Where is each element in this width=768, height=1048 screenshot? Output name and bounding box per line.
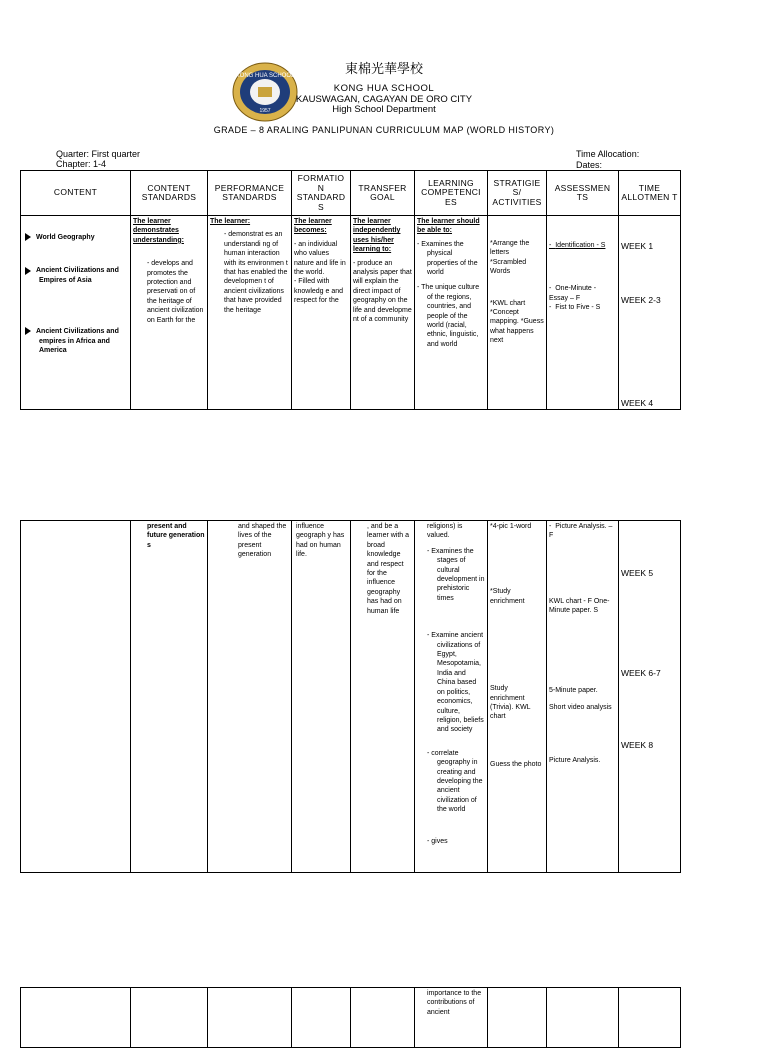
document-title: GRADE – 8 ARALING PANLIPUNAN CURRICULUM MAP (WORLD HISTORY) bbox=[213, 125, 555, 135]
col-content: CONTENT bbox=[21, 171, 131, 216]
week-label: WEEK 4 bbox=[621, 398, 654, 408]
competency-item: religions) is valued. bbox=[427, 523, 463, 540]
formation-standards-cell: influence geograph y has had on human life. bbox=[292, 521, 351, 873]
week-label: WEEK 1 bbox=[621, 241, 654, 251]
assessment-item: - Fist to Five - S bbox=[549, 304, 601, 312]
performance-head: The learner: bbox=[210, 218, 251, 225]
curriculum-table-page1 bbox=[20, 170, 681, 410]
transfer-body: - produce an analysis paper that will explain the direct impact of geography on the life and developme nt of a community bbox=[353, 259, 412, 324]
content-item: Ancient Civilizations and empires in Africa and America bbox=[25, 327, 128, 355]
quarter-label: Quarter: First quarter bbox=[56, 149, 141, 159]
content-standards-cell bbox=[131, 988, 208, 1048]
assessment-item: Picture Analysis. bbox=[549, 757, 601, 765]
col-transfer-goal: TRANSFER GOAL bbox=[351, 171, 415, 216]
col-performance-standards: PERFORMANCE STANDARDS bbox=[208, 171, 292, 216]
competency-item: - Examine ancient civilizations of Egypt, Mesopotamia, India and China based on politics, economics, culture, religion, beliefs and society bbox=[427, 632, 484, 734]
formation-standards-cell bbox=[292, 988, 351, 1048]
strategies-cell bbox=[488, 988, 547, 1048]
week-label: WEEK 5 bbox=[621, 568, 654, 578]
content-item: Ancient Civilizations and Empires of Asia bbox=[25, 266, 128, 285]
strategy-item: *4-pic 1-word bbox=[490, 523, 532, 530]
chinese-school-name: 東棉光華學校 bbox=[344, 62, 423, 77]
time-allotment-cell bbox=[619, 216, 681, 410]
strategies-cell bbox=[488, 521, 547, 873]
competencies-head: The learner should be able to: bbox=[417, 218, 480, 235]
content-item: World Geography bbox=[25, 233, 128, 242]
strategies-cell bbox=[488, 216, 547, 410]
learning-competencies-cell: importance to the contributions of ancient bbox=[415, 988, 488, 1048]
assessments-cell bbox=[547, 521, 619, 873]
formation-item: - an individual who values nature and life in the world. bbox=[294, 240, 346, 277]
learning-competencies-cell bbox=[415, 521, 488, 873]
assessment-item: Short video analysis bbox=[549, 704, 612, 712]
arrow-bullet-icon bbox=[25, 267, 31, 275]
performance-body: - demonstrat es an understandi ng of human interaction with its environmen t that has enabled the developmen t of ancient civilizations that have provided the heritage bbox=[224, 231, 288, 314]
curriculum-table-page2 bbox=[20, 520, 681, 873]
content-standards-cell: present and future generation s bbox=[131, 521, 208, 873]
col-learning-competencies: LEARNING COMPETENCI ES bbox=[415, 171, 488, 216]
performance-standards-cell bbox=[208, 216, 292, 410]
content-standards-cell bbox=[131, 216, 208, 410]
table-row bbox=[21, 216, 681, 410]
assessments-cell bbox=[547, 216, 619, 410]
dates-label: Dates: bbox=[576, 160, 603, 170]
col-time-allotment: TIME ALLOTMEN T bbox=[619, 171, 681, 216]
week-label: WEEK 2-3 bbox=[621, 295, 661, 305]
school-address: KAUSWAGAN, CAGAYAN DE ORO CITY bbox=[295, 94, 473, 105]
logo-year: 1957 bbox=[259, 108, 271, 114]
formation-standards-cell bbox=[292, 216, 351, 410]
time-allotment-cell bbox=[619, 521, 681, 873]
performance-standards-cell: and shaped the lives of the present generation bbox=[208, 521, 292, 873]
strategy-item: *Study enrichment bbox=[490, 588, 525, 605]
assessment-item: - Picture Analysis. – F bbox=[549, 523, 613, 540]
competency-item: - gives bbox=[427, 837, 448, 845]
competency-item: - The unique culture of the regions, countries, and people of the world (racial, ethnic, linguistic, and world bbox=[417, 284, 480, 348]
formation-item: - Filled with knowledg e and respect for the bbox=[294, 278, 344, 305]
learning-competencies-cell bbox=[415, 216, 488, 410]
transfer-goal-cell: , and be a learner with a broad knowledge and respect for the influence geography has had on human life bbox=[351, 521, 415, 873]
formation-head: The learner becomes: bbox=[294, 218, 332, 235]
week-label: WEEK 8 bbox=[621, 740, 654, 750]
week-label: WEEK 6-7 bbox=[621, 668, 661, 678]
content-standards-body: - develops and promotes the protection and preservati on of the heritage of ancient civilization on Earth for the bbox=[147, 260, 204, 324]
arrow-bullet-icon bbox=[25, 327, 31, 335]
chapter-label: Chapter: 1-4 bbox=[56, 159, 107, 169]
time-allotment-cell bbox=[619, 988, 681, 1048]
content-cell bbox=[21, 216, 131, 410]
table-row bbox=[21, 988, 681, 1048]
department: High School Department bbox=[332, 104, 436, 115]
logo-text: KONG HUA SCHOOL bbox=[235, 73, 295, 79]
school-name: KONG HUA SCHOOL bbox=[333, 83, 435, 94]
performance-standards-cell bbox=[208, 988, 292, 1048]
time-allocation-label: Time Allocation: bbox=[576, 149, 640, 159]
competency-item: - correlate geography in creating and developing the ancient civilization of the world bbox=[427, 749, 483, 814]
strategy-item: *KWL chart *Concept mapping. *Guess what happens next bbox=[490, 299, 544, 345]
strategy-item: Study enrichment (Trivia). KWL chart bbox=[490, 685, 531, 721]
transfer-goal-cell bbox=[351, 988, 415, 1048]
arrow-bullet-icon bbox=[25, 233, 31, 241]
competency-item: - Examines the physical properties of the world bbox=[417, 240, 478, 277]
header-row bbox=[21, 171, 681, 216]
col-content-standards: CONTENT STANDARDS bbox=[131, 171, 208, 216]
strategy-item: *Arrange the letters *Scrambled Words bbox=[490, 240, 530, 276]
table-row bbox=[21, 521, 681, 873]
transfer-goal-cell bbox=[351, 216, 415, 410]
content-cell bbox=[21, 521, 131, 873]
assessment-item: KWL chart - F One-Minute paper. S bbox=[549, 597, 610, 615]
transfer-head: The learner independently uses his/her learning to: bbox=[353, 218, 401, 254]
col-strategies: STRATIGIE S/ ACTIVITIES bbox=[488, 171, 547, 216]
assessment-item: 5-Minute paper. bbox=[549, 686, 598, 694]
curriculum-table-page3 bbox=[20, 987, 681, 1048]
assessment-item: - Identification - S bbox=[549, 242, 606, 249]
content-standards-head: The learner demonstrates understanding: bbox=[133, 218, 184, 244]
col-formation-standards: FORMATIO N STANDARD S bbox=[292, 171, 351, 216]
competency-item: - Examines the stages of cultural development in prehistoric times bbox=[427, 547, 485, 602]
assessment-item: - One-Minute - Essay – F bbox=[549, 285, 597, 302]
content-cell bbox=[21, 988, 131, 1048]
strategy-item: Guess the photo bbox=[490, 760, 542, 768]
col-assessments: ASSESSMEN TS bbox=[547, 171, 619, 216]
assessments-cell bbox=[547, 988, 619, 1048]
